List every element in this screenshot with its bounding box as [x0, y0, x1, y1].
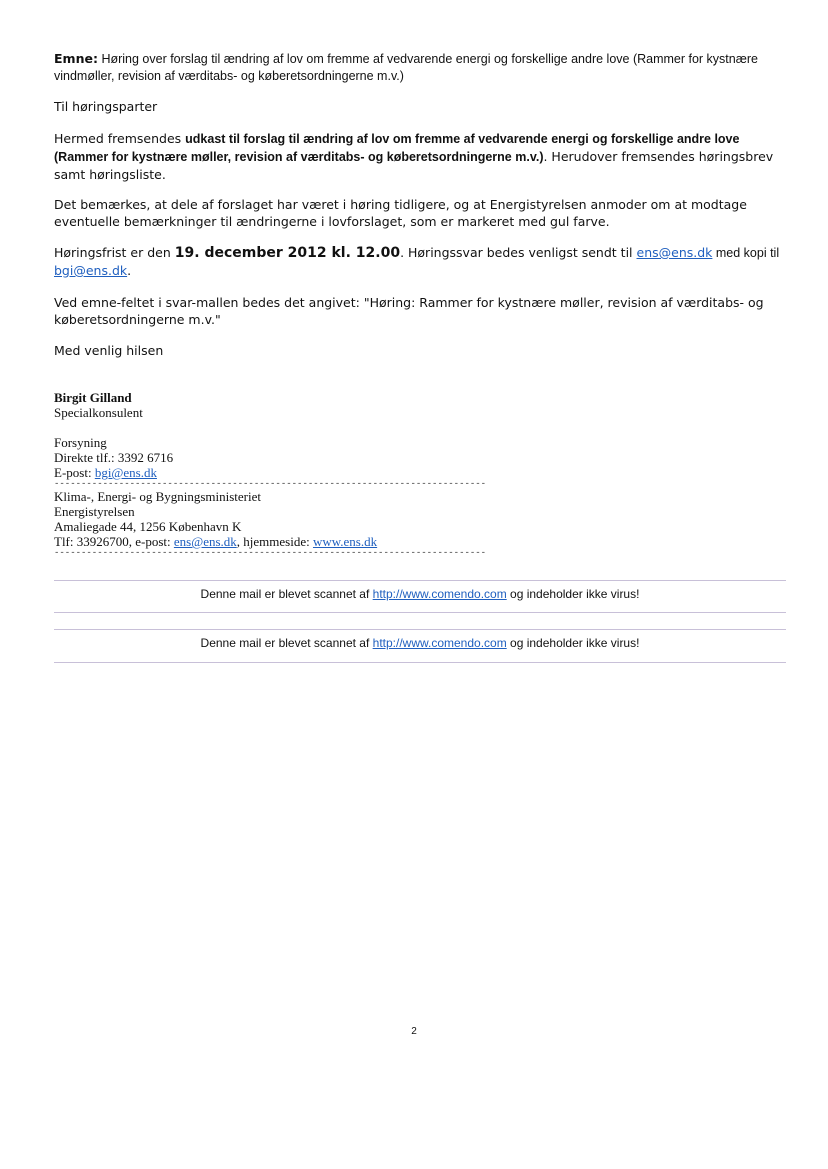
- website-link[interactable]: www.ens.dk: [312, 534, 378, 549]
- phone-number: 3392 6716: [117, 450, 174, 465]
- signature-ministry: Klima-, Energi- og Bygningsministeriet: [54, 489, 262, 504]
- signature-block: [54, 390, 794, 558]
- signature-email-link[interactable]: bgi@ens.dk: [94, 465, 157, 480]
- intro-text-post: . Herudover fremsendes høringsbrev samt høringsliste.: [54, 149, 774, 182]
- scan-notice-2: [54, 636, 786, 650]
- signature-address: Amaliegade 44, 1256 København K: [54, 519, 242, 534]
- scan-rule-2-top: [54, 629, 786, 630]
- scan-text-pre: Denne mail er blevet scannet af: [200, 587, 373, 601]
- deadline-text-copy: med kopi til: [712, 246, 780, 260]
- intro-bill-title: udkast til forslag til ændring af lov om fremme af vedvarende energi og forskellige andre love (Rammer for kystnære møller, revision af værditabs- og køberetsordningerne m.v.): [54, 132, 740, 164]
- scan-text-post: og indeholder ikke virus!: [506, 587, 640, 601]
- paragraph-note: Det bemærkes, at dele af forslaget har været i høring tidligere, og at Energistyrelsen anmoder om at modtage eventuelle bemærkninger til ændringerne i lovforslaget, som er markeret med gul farve.: [54, 197, 747, 229]
- phone-label: Direkte tlf.:: [54, 450, 115, 465]
- signature-department: Forsyning: [54, 435, 107, 450]
- scan-rule-1-top: [54, 580, 786, 581]
- signature-agency: Energistyrelsen: [54, 504, 135, 519]
- contact-mid: , hjemmeside:: [236, 534, 313, 549]
- deadline-date: 19. december 2012 kl. 12.00: [174, 245, 401, 261]
- scan-text-pre: Denne mail er blevet scannet af: [200, 636, 373, 650]
- signature-name: Birgit Gilland: [54, 390, 132, 405]
- deadline-text-post: .: [127, 263, 132, 278]
- comendo-link[interactable]: http://www.comendo.com: [372, 587, 507, 601]
- scan-rule-1-bottom: [54, 612, 786, 613]
- scan-text-post: og indeholder ikke virus!: [506, 636, 640, 650]
- paragraph-subject-instruction: Ved emne-feltet i svar-mallen bedes det angivet: "Høring: Rammer for kystnære møller, revision af værditabs- og køberetsordningerne m.v.": [54, 295, 764, 327]
- subject-label: Emne:: [54, 51, 98, 66]
- signature-phone-line: [54, 450, 794, 465]
- paragraph-deadline: [54, 244, 794, 279]
- email-link-ens[interactable]: ens@ens.dk: [636, 245, 713, 260]
- paragraph-intro: [54, 130, 794, 183]
- greeting: Til høringsparter: [54, 99, 158, 114]
- deadline-text-mid: . Høringssvar bedes venligst sendt til: [400, 245, 637, 260]
- deadline-text-pre: Høringsfrist er den: [54, 245, 175, 260]
- divider-top: --------------------------------------------------------------------------------: [54, 479, 487, 489]
- scan-notice-1: [54, 587, 786, 601]
- closing: Med venlig hilsen: [54, 343, 164, 358]
- comendo-link[interactable]: http://www.comendo.com: [372, 636, 507, 650]
- subject-text: Høring over forslag til ændring af lov om fremme af vedvarende energi og forskellige andre love (Rammer for kystnære vindmøller, revision af værditabs- og køberetsordningerne m.v.): [54, 52, 758, 83]
- signature-title: Specialkonsulent: [54, 405, 143, 420]
- email-link-bgi[interactable]: bgi@ens.dk: [54, 263, 128, 278]
- scan-rule-2-bottom: [54, 662, 786, 663]
- intro-text-pre: Hermed fremsendes: [54, 131, 186, 146]
- contact-email-link[interactable]: ens@ens.dk: [173, 534, 237, 549]
- contact-pre: Tlf: 33926700, e-post:: [54, 534, 174, 549]
- divider-bottom: --------------------------------------------------------------------------------: [54, 548, 487, 558]
- signature-email-line: [54, 465, 794, 480]
- email-label: E-post:: [54, 465, 92, 480]
- signature-contact-line: [54, 534, 794, 549]
- subject-line: [54, 50, 794, 85]
- page-number: 2: [411, 1026, 417, 1037]
